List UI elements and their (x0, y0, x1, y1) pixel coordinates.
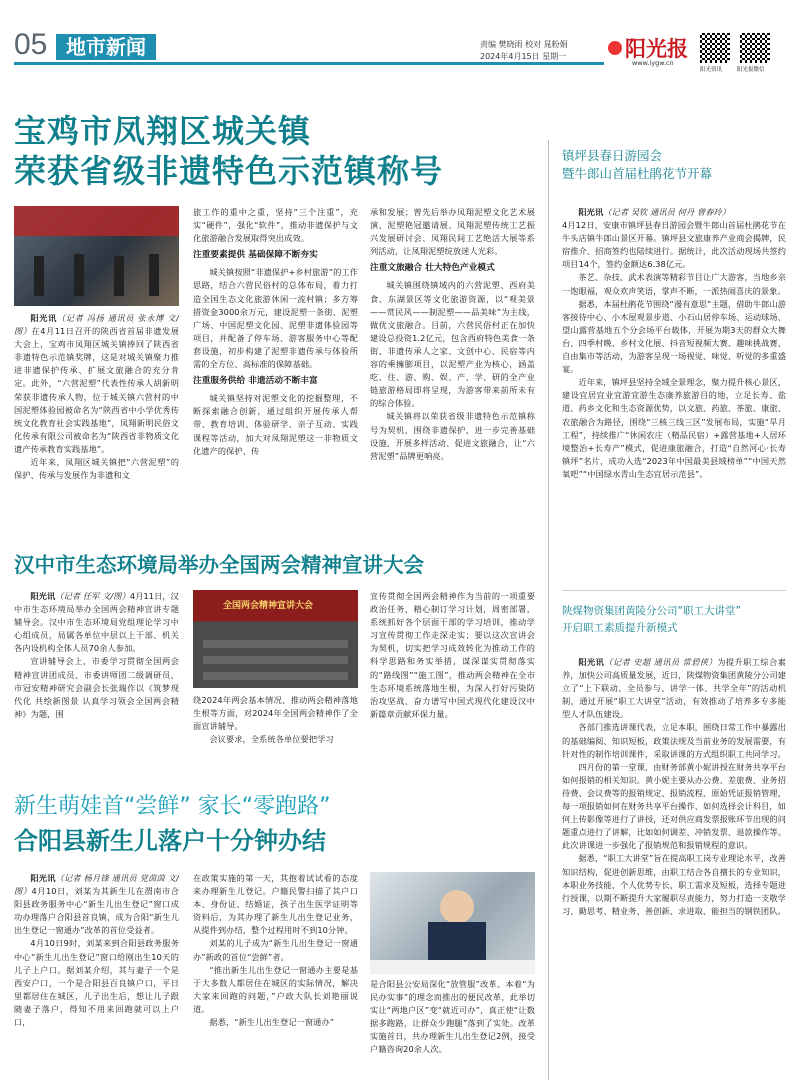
paragraph: 四月份的第一堂课，由财务部黄小妮讲授在财务共享平台如何报销的相关知识。黄小妮主要从办公费、差旅费、业务招待费、会议费等的报销规定、报销流程、原始凭证报销管理，每一项报销如何在财务共享平台操作、如何选择会计科目，如何上传影像等进行了讲授，还对供应商发票报账环节出现的问题重点进行了讲解，比如如何调差、冲销发票、退款操作等。此次讲课进一步强化了报销规范和报销规程的意识。 (562, 761, 786, 851)
byline: 阳光讯 (30, 313, 57, 323)
paragraph: 宣传贯彻全国两会精神作为当前的一项重要政治任务，精心制订学习计划，周密部署，系统抓好各个层面干部的学习培训，推动学习宣传贯彻工作走深走实；要以这次宣讲会为契机，切实把学习成效转化为推动工作的科学思路和务实举措，谋深谋实贯彻落实的“路线图”“施工图”，推动两会精神在全市生态环境系统落地生根，为深入打好污染防治攻坚战、奋力谱写中国式现代化建设汉中新篇章贡献环保力量。 (370, 591, 535, 719)
article2-col3 (370, 590, 535, 780)
article3-col2 (193, 872, 358, 1082)
paragraph: 4月11日，汉中市生态环境局举办全国两会精神宣讲专题辅导会。汉中市生态环境局党组理论学习中心组成员，局属各单位中层以上干部、机关各内设机构全体人员70余人参加。 (14, 591, 179, 654)
paragraph: 承和发展；曾先后举办凤翔泥塑文化艺术展演、泥塑艳冠邀请展、凤翔泥塑传统工艺振兴发展研讨会、凤翔民间工艺绝活大展等系列活动，让凤翔泥塑绽放迷人光彩。 (370, 207, 535, 257)
reporter: （记者 杨月锋 通讯员 党茵茵 文/图） (14, 873, 179, 897)
article1-photo (14, 206, 179, 306)
article1-col2 (193, 206, 358, 554)
paragraph: 在政策实施的第一天，其抱着试试看的态度来办理新生儿登记。户籍民警扫描了其户口本、身份证、结婚证，孩子出生医学证明等资料后，为其办理了新生儿出生登记业务，从提件到办结，整个过程用时不到10分钟。 (193, 873, 358, 936)
issue-date: 2024年4月15日 星期一 (480, 52, 567, 61)
article1-title-line1: 宝鸡市凤翔区城关镇 (14, 112, 312, 150)
side1-title-line2: 暨牛郎山首届杜鹃花节开幕 (562, 166, 713, 181)
article3-col3 (370, 978, 535, 1082)
banner-text: 全国两会精神宣讲大会 (223, 601, 314, 611)
site-url: www.iygw.cn (632, 59, 674, 67)
side2-body (562, 656, 786, 1080)
paragraph: 宣讲辅导会上，市委学习贯彻全国两会精神宣讲团成员、市委讲师团二级调研员、市冠安精神研究会副会长张瑞作以《筑梦现代化 共绘新图景 认真学习领会全国两会精神》为题，围 (14, 656, 179, 719)
article3-photo (370, 872, 535, 974)
paragraph: 近年来，镇坪县坚持全域全景理念，聚力提升核心景区，建设宜居宜业宜游宜游生态康养旅游目的地，立足长寿、盐道、药乡文化和生态资源优势，以文旅、药旅、茶旅、康旅、农旅融合为路径，围绕“三核三线三区”发展布局，实施“旱月工程”，持续推广“休闲农庄（精品民宿）+露营基地+人居环境整治+长寿产”模式，促进康旅融合，打造“自然河心·长寿镇坪”名片，成功入选“2023年中国最美县域榜单”“中国天然氧吧”“中国绿水青山生态宜居示范县”。 (562, 377, 786, 479)
paragraph: 城关镇围绕镇域内的六营泥塑、西府美食、东湖景区等文化旅游资源，以“观美景——赏民风——制泥塑——品美味”为主线，做优文旅融合。目前，六营民俗村正在加快建设总投资1.2亿元，包含西府特色美食一条街、非遗传承人之家、文创中心、民宿等内容的乘擁膨项目，以泥塑产业为核心，涵盖吃、住、游、购、娱、产、学、研的全产业链旅游格局即将呈现，为游客带来前所未有的综合体验。 (370, 280, 535, 409)
side2-divider (562, 590, 786, 591)
article1-col1 (14, 312, 179, 554)
paragraph: 会议要求，全系统各单位要把学习 (209, 734, 334, 745)
paragraph: 是合阳县公安局深化“放管服”改革、本着“为民办实事”的理念而推出的便民改革，此举切实让“两地户区”变“就近可办”，真正使“让数据多跑路，让群众少跑腿”落到了实处。改革实施首日，共办理新生儿出生登记2例，接受户籍咨询20余人次。 (370, 979, 535, 1055)
paragraph: 据悉，本届杜鹃花节围绕“漫有意思”主题，借助牛郎山游客接待中心、小木屋观景步道、小石山居停车场、运动球场、望山露营基地五个分会场平台载体，开展为期3天的群众大舞台、四季村晚、乡村文化展、抖音短视频大赛、趣味挑战赛、自由集市等活动，为游客呈现一场视觉、味觉、听觉的多重盛宴。 (562, 298, 786, 375)
paragraph: 刘某的儿子成为“新生儿出生登记一窗通办”新政的首位“尝鲜”者。 (193, 938, 358, 962)
article2-title: 汉中市生态环境局举办全国两会精神宣讲大会 (14, 553, 424, 577)
byline: 阳光讯 (578, 657, 605, 667)
subheading: 注重要素提供 基础保障不断夯实 (193, 250, 318, 261)
side2-title-line2: 开启职工素质提升新模式 (562, 622, 678, 634)
article3-title: 合阳县新生儿落户十分钟办结 (14, 827, 326, 855)
paragraph: 茶艺、杂技、武术表演等精彩节目让广大游客，当地乡亲一饱眼福，观众欢声笑语，掌声不断，一派热闹喜庆的景象。 (562, 272, 786, 296)
paragraph: 4月10日，刘某为其新生儿在渭南市合阳县政务服务中心“新生儿出生登记”窗口成功办理落户合阳县首良镇，成为合阳“新生儿出生登记一窗通办”改革的首位受益者。 (14, 886, 179, 936)
byline: 阳光讯 (578, 207, 604, 217)
side2-title-line1: 陕煤物资集团黄陵分公司“职工大讲堂” (562, 605, 741, 617)
reporter: （记者 冯扬 通讯员 张永博 文/图） (14, 313, 179, 337)
logo (608, 37, 688, 61)
article2-col2 (193, 694, 358, 774)
byline: 阳光讯 (30, 591, 56, 601)
paragraph: 4月12日，安康市镇坪县春日游园会暨牛郎山首届杜鹃花节在牛头店镇牛郎山景区开幕。镇坪县文旅康养产业商会揭牌，民宿推介、招商签约也陆续进行。据统计，此次活动现场共签约项目14个，签约金额达6.38亿元。 (562, 220, 786, 270)
paragraph: 城关镇按照“非遗保护+乡村旅游”的工作思路，结合六营民俗村的总体布局，着力打造全国生态文化旅游休闲一流村镇；多方筹措资金3000余万元，建设泥塑一条街、泥塑广场、中国泥塑文化园、泥塑非遗体验园等项目，并配备了停车场、游客服务中心等配套设施，初步构建了泥塑非遗传承与体验所需的全方位、高标准的保障基础。 (193, 267, 358, 370)
section-rule (14, 62, 604, 65)
article1-col3 (370, 206, 535, 554)
qr-code-icon (740, 33, 770, 63)
paragraph: 城关镇坚持对泥塑文化的挖掘整理，不断探索融合创新，通过组织开展传承人帮带、教育培训、体验研学、亲子互动、实践课程等活动，加大对凤翔泥塑这一非物质文化遗产的保护、传 (193, 393, 358, 456)
paragraph: 据悉，“新生儿出生登记一窗通办” (209, 1017, 335, 1028)
qr-caption-2: 阳光报微信 (737, 67, 765, 73)
reporter: （记者 任军 文/图） (55, 591, 130, 601)
paragraph: 旅工作的重中之重，坚持“三个注重”，充实“硬件”，强化“软件”，推动非遗保护与文化旅游融合发展取得突出成效。 (193, 207, 358, 244)
subheading: 注重文旅融合 壮大特色产业模式 (370, 263, 495, 274)
section-label: 地市新闻 (56, 34, 156, 60)
sun-icon (608, 41, 622, 55)
page-header (0, 0, 800, 73)
article3-kicker: 新生萌娃首“尝鲜” 家长“零跑路” (14, 794, 331, 819)
column-divider (548, 140, 549, 1080)
article1-title-line2: 荣获省级非遗特色示范镇称号 (14, 152, 444, 190)
paragraph: 绕2024年两会基本情况、推动两会精神落地生根等方面，对2024年全国两会精神作了全面宣讲辅导。 (193, 695, 358, 732)
paragraph: “推出新生儿出生登记一窗通办主要是基于大多数人都居住在城区的实际情况，解决大家来回跑的问题，”户政大队长刘艳丽说道。 (193, 964, 358, 1014)
logo-text: 阳光报 (625, 36, 688, 61)
qr-code-icon (700, 33, 730, 63)
qr-caption-1: 阳光资讯 (700, 67, 723, 73)
editor-info: 责编 樊晓雨 校对 晁粉娟 (480, 40, 568, 49)
paragraph: 据悉，“职工大讲堂”旨在提高职工岗专业理论水平，改善知识结构，促进创新思维，由职工结合各自擅长的专业知识，本职业务技能，个人优势专长，职工需求及短板，选择专题进行授课，以期不断提升大家履职尽责能力，努力打造一支敬学习、勤思考、精业务、善创新、求进取、能担当的钢铁团队。 (562, 853, 786, 916)
paragraph: 为提升职工综合素养，加快公司高质量发展，近日，陕煤物资集团黄陵分公司建立了“上下联动、全员参与、讲学一体、共学全年”的活动机制，通过开展“职工大讲堂”活动，有效推动了培养多专多能型人才队伍建设。 (562, 657, 786, 720)
reporter: （记者 史超 通讯员 常碧侠） (604, 657, 718, 667)
article2-photo (193, 590, 358, 688)
byline: 阳光讯 (30, 873, 56, 883)
paragraph: 近年来，凤翔区城关镇把“六营泥塑”的保护、传承与发展作为非遗和文 (14, 457, 179, 481)
article2-col1 (14, 590, 179, 780)
paragraph: 在4月11日召开的陕西省首届非遗发展大会上，宝鸡市凤翔区城关镇捧回了陕西省非遗特色示范镇奖牌，这是对城关镇聚力推进非遗保护传承、扩展文旅融合的充分肯定。此外，“六营泥塑”代表性传承人胡新明荣获非遗传承人物，位于城关镇六营村的中国泥塑体验园被命名为“陕西省中小学优秀传统文化教育社会实践基地”，凤翔新明民俗文化传承有限公司被命名为“陕西省非物质文化遗产传承教育实践基地”。 (14, 326, 179, 454)
side1-title-line1: 镇坪县春日游园会 (562, 148, 663, 163)
article3-col1 (14, 872, 179, 1082)
paragraph: 城关镇将以荣获省级非遗特色示范镇称号为契机，围绕非遗保护，进一步完善基础设施、开展多样活动、促进文旅融合，让“六营泥塑”品牌更响亮。 (370, 411, 535, 461)
page-number: 05 (14, 28, 48, 61)
paragraph: 各部门推选讲课代表，立足本职，围绕日常工作中暴露出的基础编阅、知识短板，政策法规及当前业务的发展需要，有针对性的制作培训课件，采取讲课的方式组织职工共同学习。 (562, 722, 786, 759)
paragraph: 4月10日9时，刘某来到合阳县政务服务中心“新生儿出生登记”窗口给刚出生10天的儿子上户口。据刘某介绍，其与妻子一个是西安户口，一个是合阳县百良镇户口，平日里都居住在城区，儿子出生后，想让儿子跟随妻子落户，得知不用来回跑就可以上户口， (14, 938, 179, 1028)
subheading: 注重服务供给 非遗活动不断丰富 (193, 376, 318, 387)
reporter: （记者 吴钦 通讯员 何丹 曾春玲） (603, 207, 731, 217)
side1-body (562, 206, 786, 586)
